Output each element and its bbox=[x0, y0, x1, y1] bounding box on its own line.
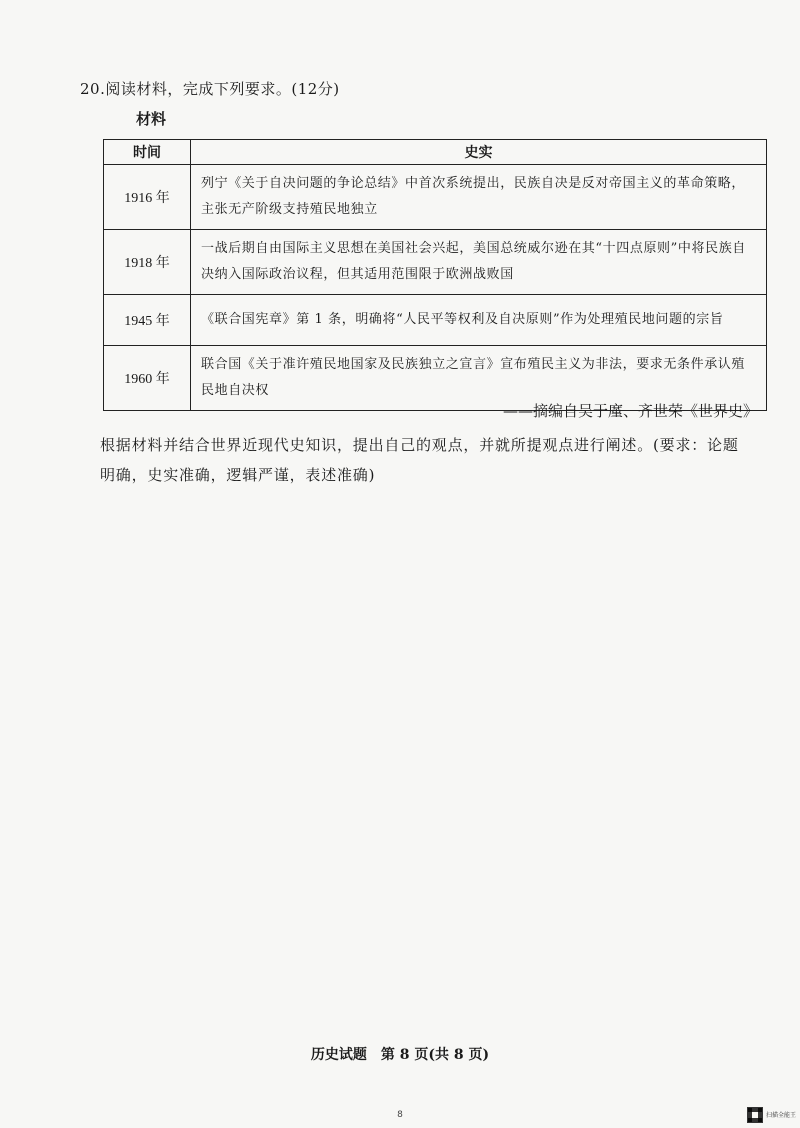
question-title: 20.阅读材料，完成下列要求。(12分) bbox=[80, 80, 340, 98]
table-row bbox=[104, 165, 767, 230]
question-prompt: 根据材料并结合世界近现代史知识，提出自己的观点，并就所提观点进行阐述。(要求：论题明确，史实准确，逻辑严谨，表述准确) bbox=[100, 436, 739, 484]
table-row bbox=[104, 295, 767, 346]
history-table bbox=[103, 139, 767, 411]
page-number: 8 bbox=[397, 1110, 403, 1120]
source-citation: ——摘编自吴于廑、齐世荣《世界史》 bbox=[502, 402, 758, 420]
row-time: 1945 年 bbox=[104, 295, 191, 346]
row-fact: 联合国《关于准许殖民地国家及民族独立之宣言》宣布殖民主义为非法，要求无条件承认殖民地自决权 bbox=[191, 346, 767, 411]
material-label: 材料 bbox=[136, 110, 167, 128]
row-fact: 《联合国宪章》第 1 条，明确将“人民平等权利及自决原则”作为处理殖民地问题的宗旨 bbox=[191, 295, 767, 346]
row-fact: 列宁《关于自决问题的争论总结》中首次系统提出，民族自决是反对帝国主义的革命策略，主张无产阶级支持殖民地独立 bbox=[191, 165, 767, 230]
qr-code-icon bbox=[747, 1107, 763, 1123]
row-time: 1918 年 bbox=[104, 230, 191, 295]
page-footer: 历史试题 第 8 页(共 8 页) bbox=[310, 1047, 490, 1063]
scanner-watermark bbox=[747, 1107, 796, 1123]
row-time: 1916 年 bbox=[104, 165, 191, 230]
row-time: 1960 年 bbox=[104, 346, 191, 411]
header-fact: 史实 bbox=[191, 140, 767, 165]
row-fact: 一战后期自由国际主义思想在美国社会兴起，美国总统威尔逊在其“十四点原则”中将民族自决纳入国际政治议程，但其适用范围限于欧洲战败国 bbox=[191, 230, 767, 295]
table-row bbox=[104, 230, 767, 295]
header-time: 时间 bbox=[104, 140, 191, 165]
scanner-logo-text: 扫描全能王 bbox=[766, 1111, 797, 1119]
